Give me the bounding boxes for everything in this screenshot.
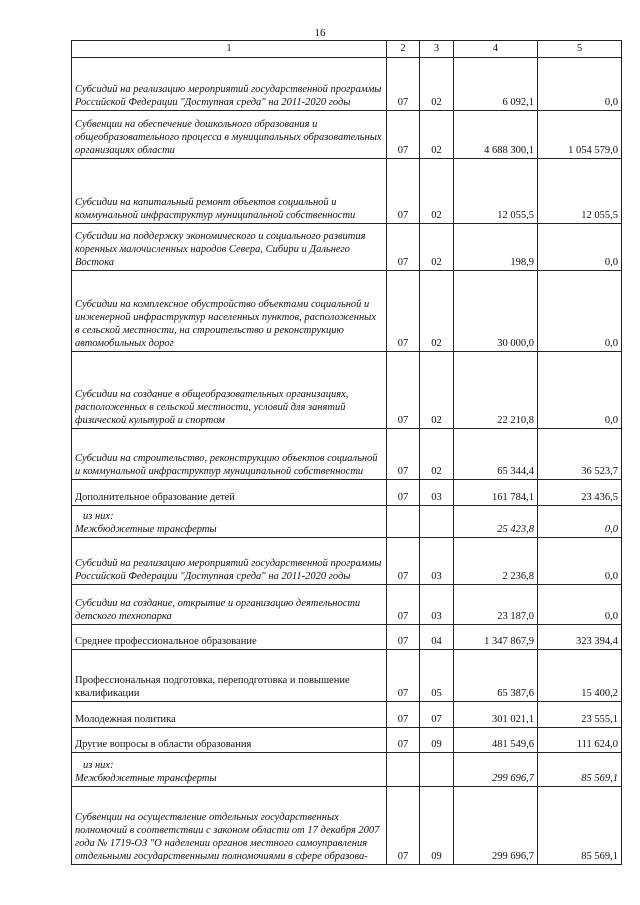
row-name: Субсидии на создание в общеобразовательных организациях, расположенных в сельской местности, условий для занятий физической культурой и спортом bbox=[72, 352, 387, 429]
row-section: 07 bbox=[387, 480, 420, 506]
row-subsection: 09 bbox=[420, 787, 454, 865]
row-name bbox=[72, 506, 387, 538]
row-value-5: 0,0 bbox=[538, 585, 622, 625]
header-col-4: 4 bbox=[454, 41, 538, 58]
row-section: 07 bbox=[387, 352, 420, 429]
row-value-5: 36 523,7 bbox=[538, 429, 622, 480]
table-row bbox=[72, 538, 622, 585]
table-row bbox=[72, 650, 622, 702]
row-name-prefix: из них: bbox=[83, 511, 114, 522]
header-col-3: 3 bbox=[420, 41, 454, 58]
row-value-5: 23 436,5 bbox=[538, 480, 622, 506]
row-value-5: 0,0 bbox=[538, 271, 622, 352]
row-name: Субвенции на осуществление отдельных государственных полномочий в соответствии с законом области от 17 декабря 2007 года № 1719-ОЗ "О наделении органов местного самоуправления отдельными государственными полномочиями в сфере образова- bbox=[72, 787, 387, 865]
row-value-4: 2 236,8 bbox=[454, 538, 538, 585]
table-row bbox=[72, 625, 622, 650]
row-value-5: 0,0 bbox=[538, 506, 622, 538]
row-value-5: 85 569,1 bbox=[538, 753, 622, 787]
row-section: 07 bbox=[387, 787, 420, 865]
row-subsection bbox=[420, 753, 454, 787]
row-name: Субсидии на капитальный ремонт объектов социальной и коммунальной инфраструктур муниципальной собственности bbox=[72, 159, 387, 224]
row-section: 07 bbox=[387, 538, 420, 585]
row-value-5: 111 624,0 bbox=[538, 728, 622, 753]
row-name: Субсидий на реализацию мероприятий государственной программы Российской Федерации "Доступная среда" на 2011-2020 годы bbox=[72, 58, 387, 111]
row-value-5: 23 555,1 bbox=[538, 702, 622, 728]
row-section: 07 bbox=[387, 111, 420, 159]
row-section bbox=[387, 506, 420, 538]
table-row bbox=[72, 753, 622, 787]
row-name: Субсидии на строительство, реконструкцию объектов социальной и коммунальной инфраструктур муниципальной собственности bbox=[72, 429, 387, 480]
row-value-4: 4 688 300,1 bbox=[454, 111, 538, 159]
row-value-5: 85 569,1 bbox=[538, 787, 622, 865]
row-section: 07 bbox=[387, 224, 420, 271]
table-row bbox=[72, 787, 622, 865]
row-value-5: 0,0 bbox=[538, 538, 622, 585]
row-value-4: 161 784,1 bbox=[454, 480, 538, 506]
row-section: 07 bbox=[387, 650, 420, 702]
row-subsection: 03 bbox=[420, 585, 454, 625]
row-name: Субсидии на комплексное обустройство объектами социальной и инженерной инфраструктур населенных пунктов, расположенных в сельской местности, на строительство и реконструкцию автомобильных дорог bbox=[72, 271, 387, 352]
row-name: Среднее профессиональное образование bbox=[72, 625, 387, 650]
table-row bbox=[72, 352, 622, 429]
row-subsection: 02 bbox=[420, 429, 454, 480]
header-col-1: 1 bbox=[72, 41, 387, 58]
row-value-5: 0,0 bbox=[538, 224, 622, 271]
row-subsection: 02 bbox=[420, 159, 454, 224]
row-subsection bbox=[420, 506, 454, 538]
header-col-2: 2 bbox=[387, 41, 420, 58]
row-subsection: 02 bbox=[420, 271, 454, 352]
row-section: 07 bbox=[387, 625, 420, 650]
row-value-4: 23 187,0 bbox=[454, 585, 538, 625]
row-value-4: 299 696,7 bbox=[454, 753, 538, 787]
row-name: Субсидии на поддержку экономического и социального развития коренных малочисленных народов Севера, Сибири и Дальнего Востока bbox=[72, 224, 387, 271]
row-subsection: 03 bbox=[420, 538, 454, 585]
row-section: 07 bbox=[387, 58, 420, 111]
row-name-detail: Межбюджетные трансферты bbox=[75, 524, 217, 535]
row-name: Профессиональная подготовка, переподготовка и повышение квалификации bbox=[72, 650, 387, 702]
row-section: 07 bbox=[387, 159, 420, 224]
row-subsection: 02 bbox=[420, 111, 454, 159]
table-row bbox=[72, 159, 622, 224]
row-value-5: 323 394,4 bbox=[538, 625, 622, 650]
row-section: 07 bbox=[387, 702, 420, 728]
row-value-5: 1 054 579,0 bbox=[538, 111, 622, 159]
row-value-4: 301 021,1 bbox=[454, 702, 538, 728]
row-subsection: 02 bbox=[420, 224, 454, 271]
page-number: 16 bbox=[314, 27, 326, 39]
row-name: Субсидии на создание, открытие и организацию деятельности детского технопарка bbox=[72, 585, 387, 625]
row-value-5: 0,0 bbox=[538, 58, 622, 111]
row-value-5: 0,0 bbox=[538, 352, 622, 429]
row-subsection: 04 bbox=[420, 625, 454, 650]
table-row bbox=[72, 58, 622, 111]
row-value-4: 198,9 bbox=[454, 224, 538, 271]
table-header-row bbox=[72, 41, 622, 58]
row-subsection: 02 bbox=[420, 58, 454, 111]
row-section: 07 bbox=[387, 429, 420, 480]
row-name: Дополнительное образование детей bbox=[72, 480, 387, 506]
table-row bbox=[72, 224, 622, 271]
row-value-4: 6 092,1 bbox=[454, 58, 538, 111]
row-subsection: 07 bbox=[420, 702, 454, 728]
row-subsection: 03 bbox=[420, 480, 454, 506]
row-value-4: 481 549,6 bbox=[454, 728, 538, 753]
table-row bbox=[72, 429, 622, 480]
table-row bbox=[72, 728, 622, 753]
table-row bbox=[72, 702, 622, 728]
row-value-4: 30 000,0 bbox=[454, 271, 538, 352]
table-row bbox=[72, 111, 622, 159]
table-row bbox=[72, 506, 622, 538]
row-name bbox=[72, 753, 387, 787]
row-section: 07 bbox=[387, 728, 420, 753]
row-name: Молодежная политика bbox=[72, 702, 387, 728]
table-row bbox=[72, 271, 622, 352]
row-value-5: 12 055,5 bbox=[538, 159, 622, 224]
row-name-prefix: из них: bbox=[83, 760, 114, 771]
row-subsection: 09 bbox=[420, 728, 454, 753]
row-subsection: 05 bbox=[420, 650, 454, 702]
row-value-5: 15 400,2 bbox=[538, 650, 622, 702]
table-row bbox=[72, 585, 622, 625]
row-section: 07 bbox=[387, 271, 420, 352]
row-name: Другие вопросы в области образования bbox=[72, 728, 387, 753]
row-value-4: 12 055,5 bbox=[454, 159, 538, 224]
row-section: 07 bbox=[387, 585, 420, 625]
row-value-4: 25 423,8 bbox=[454, 506, 538, 538]
row-name: Субвенции на обеспечение дошкольного образования и общеобразовательного процесса в муниципальных образовательных организациях области bbox=[72, 111, 387, 159]
budget-table bbox=[71, 40, 622, 865]
row-section bbox=[387, 753, 420, 787]
row-value-4: 1 347 867,9 bbox=[454, 625, 538, 650]
row-subsection: 02 bbox=[420, 352, 454, 429]
row-name: Субсидий на реализацию мероприятий государственной программы Российской Федерации "Доступная среда" на 2011-2020 годы bbox=[72, 538, 387, 585]
row-value-4: 65 344,4 bbox=[454, 429, 538, 480]
row-value-4: 22 210,8 bbox=[454, 352, 538, 429]
row-name-detail: Межбюджетные трансферты bbox=[75, 773, 217, 784]
table-row bbox=[72, 480, 622, 506]
row-value-4: 299 696,7 bbox=[454, 787, 538, 865]
header-col-5: 5 bbox=[538, 41, 622, 58]
row-value-4: 65 387,6 bbox=[454, 650, 538, 702]
